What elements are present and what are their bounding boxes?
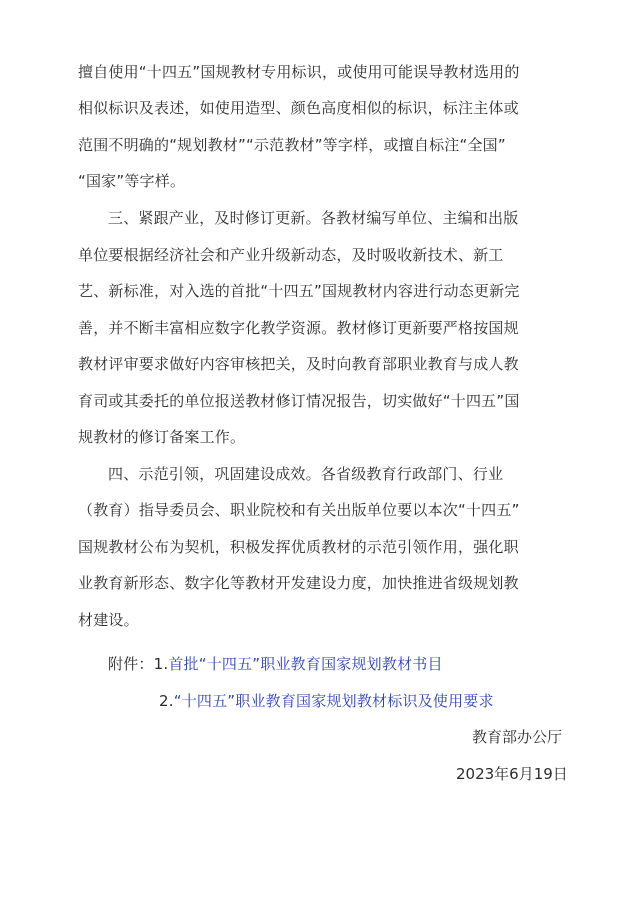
paragraph-line: 四、示范引领，巩固建设成效。各省级教育行政部门、行业 <box>108 465 504 483</box>
paragraph-line: 国规教材公布为契机，积极发挥优质教材的示范引领作用，强化职 <box>78 538 519 556</box>
paragraph-line: 规教材的修订备案工作。 <box>78 428 246 446</box>
issue-date: 2023年6月19日 <box>456 765 568 783</box>
attachment-line-1 <box>108 654 598 674</box>
issuer: 教育部办公厅 <box>472 728 563 746</box>
paragraph-line: （教育）指导委员会、职业院校和有关出版单位要以本次“十四五” <box>78 501 520 519</box>
paragraph-line: 业教育新形态、数字化等教材开发建设力度，加快推进省级规划教 <box>78 574 519 592</box>
paragraph-line: “国家”等字样。 <box>78 172 186 190</box>
attachment-number: 1. <box>153 655 169 673</box>
paragraph-line: 善，并不断丰富相应数字化教学资源。教材修订更新要严格按国规 <box>78 319 519 337</box>
paragraph-line: 相似标识及表述，如使用造型、颜色高度相似的标识，标注主体或 <box>78 99 519 117</box>
paragraph-line: 三、紧跟产业，及时修订更新。各教材编写单位、主编和出版 <box>108 209 519 227</box>
paragraph-line: 范围不明确的“规划教材”“示范教材”等字样，或擅自标注“全国” <box>78 136 506 154</box>
paragraph-line: 教材评审要求做好内容审核把关，及时向教育部职业教育与成人教 <box>78 355 519 373</box>
attachment-line-2 <box>159 691 636 711</box>
paragraph-line: 材建设。 <box>78 611 139 629</box>
attachment-number: 2. <box>159 692 174 710</box>
attachment-link-2[interactable]: “十四五”职业教育国家规划教材标识及使用要求 <box>173 692 494 710</box>
attachment-link-1[interactable]: 首批“十四五”职业教育国家规划教材书目 <box>168 655 443 673</box>
paragraph-line: 艺、新标准，对入选的首批“十四五”国规教材内容进行动态更新完 <box>78 282 520 300</box>
paragraph-line: 擅自使用“十四五”国规教材专用标识，或使用可能误导教材选用的 <box>78 63 520 81</box>
paragraph-line: 育司或其委托的单位报送教材修订情况报告，切实做好“十四五”国 <box>78 392 520 410</box>
attachment-label: 附件： <box>108 655 154 673</box>
paragraph-line: 单位要根据经济社会和产业升级新动态，及时吸收新技术、新工 <box>78 246 504 264</box>
